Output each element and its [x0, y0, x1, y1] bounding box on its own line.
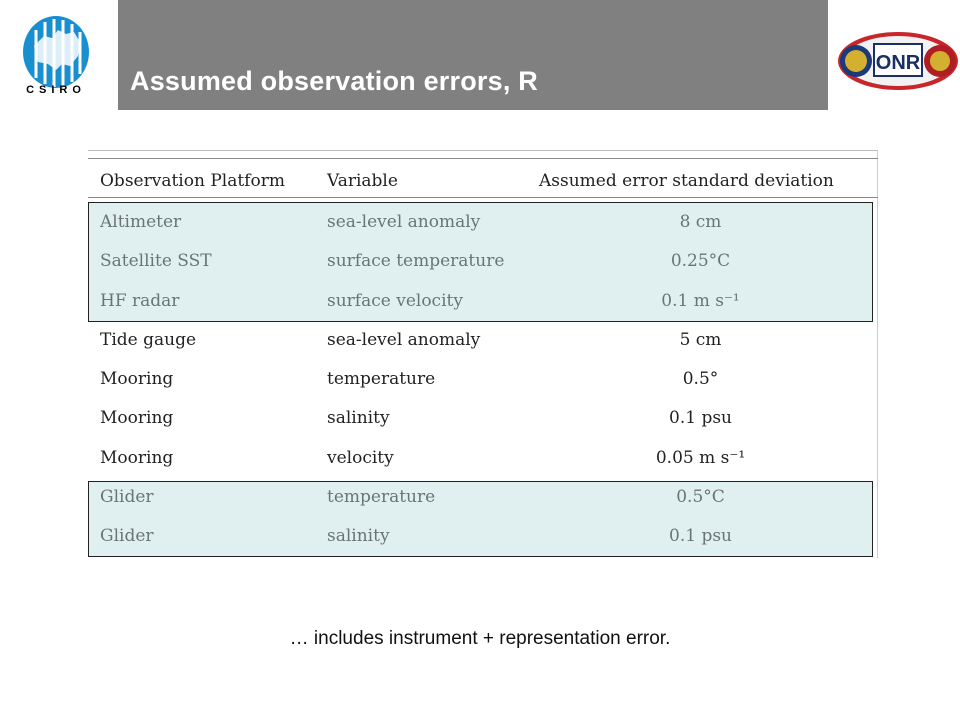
- table-row: [88, 202, 873, 241]
- caption-text: … includes instrument + representation error.: [289, 628, 671, 649]
- table-rule-top: [88, 158, 878, 159]
- cell-error: 0.1 psu: [669, 407, 732, 428]
- table-edge-right: [877, 150, 878, 558]
- cell-platform: Glider: [100, 486, 154, 507]
- cell-variable: surface velocity: [327, 290, 463, 311]
- cell-error: 0.25°C: [670, 250, 731, 271]
- table-row: [88, 516, 873, 555]
- cell-error: 0.5°C: [676, 486, 725, 507]
- table-row: [88, 241, 873, 280]
- table-row: [88, 477, 873, 516]
- table-edge-top: [88, 150, 878, 151]
- cell-error: 0.1 psu: [669, 525, 732, 546]
- csiro-wordmark: CSIRO: [26, 84, 86, 96]
- cell-error: 5 cm: [679, 329, 722, 350]
- page-title: Assumed observation errors, R: [130, 66, 538, 96]
- cell-platform: Mooring: [100, 368, 174, 389]
- cell-platform: Mooring: [100, 407, 174, 428]
- table-row: [88, 438, 873, 477]
- table-row: [88, 281, 873, 320]
- cell-platform: Satellite SST: [100, 250, 212, 271]
- error-table: [88, 150, 880, 560]
- cell-error: 8 cm: [679, 211, 722, 232]
- cell-error: 0.1 m s⁻¹: [661, 290, 740, 311]
- table-header-row: [88, 161, 873, 200]
- onr-logo-icon: [836, 30, 960, 92]
- cell-variable: surface temperature: [327, 250, 505, 271]
- header-variable: Variable: [327, 170, 398, 191]
- header-error: Assumed error standard deviation: [539, 170, 834, 191]
- cell-variable: velocity: [327, 447, 394, 468]
- cell-variable: temperature: [327, 486, 436, 507]
- cell-platform: Tide gauge: [100, 329, 197, 350]
- svg-text:ONR: ONR: [875, 52, 921, 74]
- cell-platform: Mooring: [100, 447, 174, 468]
- cell-error: 0.5°: [682, 368, 719, 389]
- cell-platform: Altimeter: [100, 211, 182, 232]
- cell-variable: salinity: [327, 525, 390, 546]
- table-row: [88, 398, 873, 437]
- table-row: [88, 320, 873, 359]
- cell-variable: salinity: [327, 407, 390, 428]
- header-platform: Observation Platform: [100, 170, 285, 191]
- cell-variable: temperature: [327, 368, 436, 389]
- table-row: [88, 359, 873, 398]
- cell-variable: sea-level anomaly: [327, 329, 481, 350]
- cell-platform: Glider: [100, 525, 154, 546]
- cell-error: 0.05 m s⁻¹: [655, 447, 746, 468]
- cell-platform: HF radar: [100, 290, 180, 311]
- cell-variable: sea-level anomaly: [327, 211, 481, 232]
